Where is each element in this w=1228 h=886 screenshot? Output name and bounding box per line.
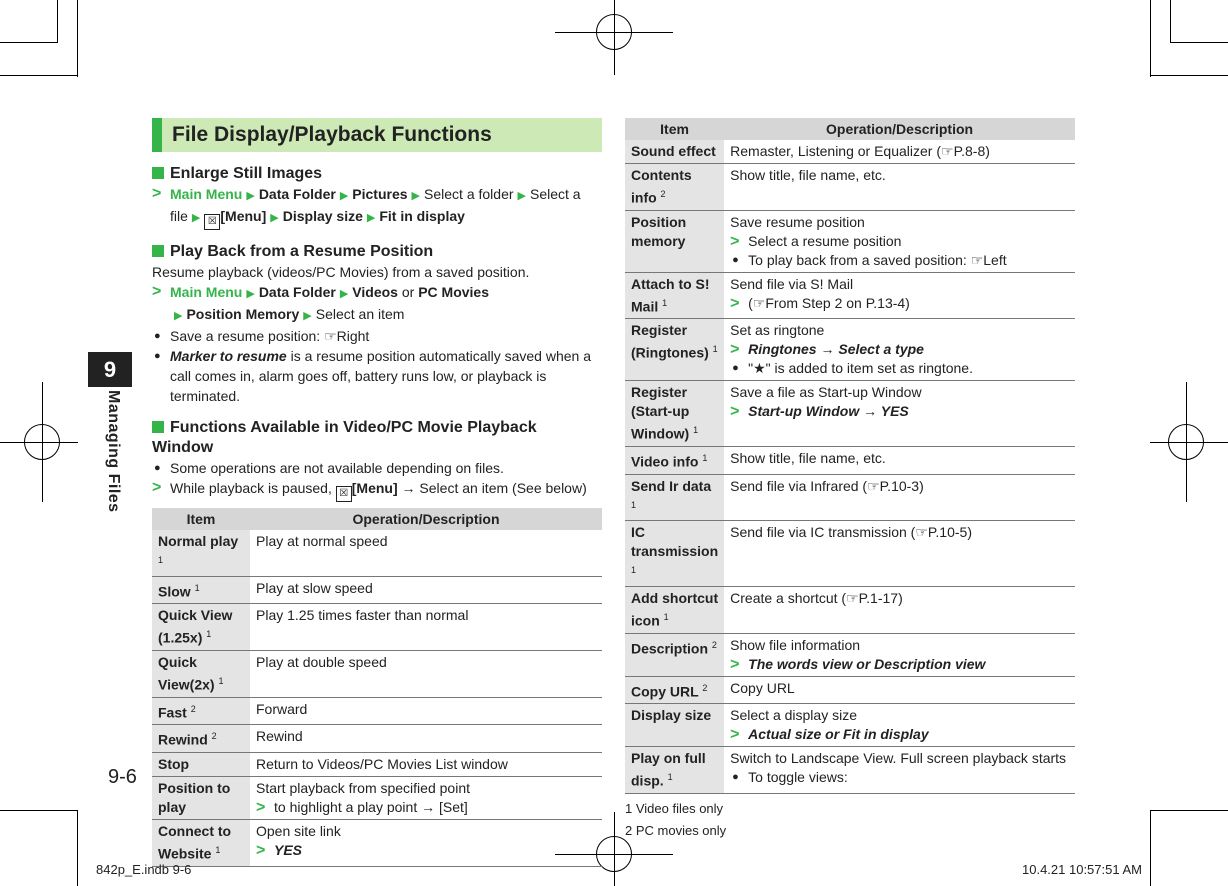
row-sub-step <box>730 294 1069 313</box>
crop-mark <box>0 75 77 76</box>
crop-mark <box>77 0 78 77</box>
row-desc <box>724 210 1075 272</box>
row-item-label: Display size <box>631 707 712 724</box>
section-heading-text: Play Back from a Resume Position <box>170 243 434 260</box>
row-desc <box>724 633 1075 676</box>
page-number: 9-6 <box>108 766 137 788</box>
row-desc-text: Show file information <box>730 636 861 653</box>
nav-main-menu: Main Menu <box>170 284 243 300</box>
row-item <box>152 776 250 819</box>
row-desc-text: Create a shortcut (☞P.1-17) <box>730 589 903 606</box>
table-row <box>152 576 602 604</box>
section-heading-text: Functions Available in Video/PC Movie Playback Window <box>152 419 537 456</box>
nav-fit-in-display: Fit in display <box>379 208 465 224</box>
row-item <box>152 530 250 576</box>
nav-videos: Videos <box>352 284 398 300</box>
step-arrow-icon: > <box>152 185 162 202</box>
bullet-icon: ● <box>154 350 161 362</box>
triangle-icon: ▶ <box>411 190 421 202</box>
row-sub-step <box>730 725 1069 744</box>
nav-data-folder: Data Folder <box>258 284 336 300</box>
row-item-label: Quick View(2x) <box>158 653 215 693</box>
row-item-label: Slow <box>158 583 191 600</box>
step-text: Select a folder <box>424 186 514 202</box>
step-arrow-icon: > <box>152 283 162 300</box>
row-item-label: Description <box>631 640 709 657</box>
bullet-text: is a resume position automatically saved when a call comes in, alarm goes off, battery runs low, or playback is terminated. <box>170 348 591 404</box>
row-desc <box>250 604 602 651</box>
table-row <box>625 381 1075 447</box>
sub-step-text: The words view or Description view <box>748 655 986 672</box>
row-item <box>625 704 724 747</box>
row-item <box>625 474 724 521</box>
page-title: File Display/Playback Functions <box>152 118 602 152</box>
table-row <box>152 604 602 651</box>
row-item-label: Attach to S! Mail <box>631 275 710 315</box>
table-header-row <box>625 118 1075 140</box>
footnote-2: 2 PC movies only <box>625 822 727 838</box>
row-item <box>152 819 250 866</box>
row-item <box>152 752 250 776</box>
section-heading-functions <box>152 418 602 458</box>
table-row <box>152 650 602 697</box>
registration-line <box>1186 382 1187 502</box>
row-desc <box>724 164 1075 211</box>
row-desc <box>724 747 1075 794</box>
triangle-icon: ▶ <box>366 212 376 224</box>
row-desc <box>724 272 1075 319</box>
footnote-ref: 1 <box>206 629 212 640</box>
nav-pictures: Pictures <box>352 186 408 202</box>
row-item-label: Fast <box>158 704 187 721</box>
table-header-row <box>152 508 602 530</box>
row-item <box>625 319 724 381</box>
row-item <box>625 446 724 474</box>
bullet-text: To play back from a saved position: ☞Left <box>748 251 1007 268</box>
chapter-label: Managing Files <box>105 390 122 513</box>
header-desc: Operation/Description <box>724 118 1075 140</box>
crop-mark <box>1150 810 1151 886</box>
row-item <box>625 747 724 794</box>
row-sub-step <box>730 232 1069 251</box>
row-desc <box>724 676 1075 704</box>
row-desc <box>724 446 1075 474</box>
row-item <box>625 676 724 704</box>
row-desc-text: Copy URL <box>730 679 795 696</box>
crop-mark <box>1170 42 1228 43</box>
step-text: Select a file <box>170 186 581 224</box>
row-desc-text: Show title, file name, etc. <box>730 449 886 466</box>
bullet-text: Some operations are not available depending on files. <box>170 460 504 476</box>
step-text: Select an item <box>315 306 405 322</box>
row-item <box>625 164 724 211</box>
header-item: Item <box>625 118 724 140</box>
sub-step-text: (☞From Step 2 on P.13-4) <box>748 294 910 311</box>
slug-right: 10.4.21 10:57:51 AM <box>1022 862 1142 877</box>
triangle-icon: ▶ <box>174 310 183 322</box>
row-item <box>625 633 724 676</box>
row-desc-text: Send file via Infrared (☞P.10-3) <box>730 477 924 494</box>
functions-table-right <box>625 118 1075 794</box>
nav-pc-movies: PC Movies <box>418 284 489 300</box>
row-desc-text: Save resume position <box>730 213 865 230</box>
footnote-ref: 1 <box>215 844 221 855</box>
crop-mark <box>1170 0 1171 42</box>
table-row <box>152 697 602 725</box>
menu-key-label: [Menu] <box>351 480 398 496</box>
step-arrow-icon: > <box>256 798 266 816</box>
step-arrow-icon: > <box>730 294 740 312</box>
footnote-ref: 1 <box>693 425 699 436</box>
nav-data-folder: Data Folder <box>258 186 336 202</box>
row-item-label: Connect to Website <box>158 822 232 862</box>
footnote-ref: 2 <box>711 639 717 650</box>
step-resume <box>152 282 602 326</box>
bullet-icon: ● <box>154 330 161 342</box>
row-desc-text: Return to Videos/PC Movies List window <box>256 755 508 772</box>
row-item <box>152 697 250 725</box>
row-sub-step <box>730 402 1069 421</box>
row-item-label: Contents info <box>631 167 692 206</box>
row-desc <box>724 586 1075 633</box>
row-item <box>625 586 724 633</box>
row-sub-step <box>730 340 1069 359</box>
row-item <box>625 521 724 587</box>
row-item <box>625 210 724 272</box>
table-row <box>152 752 602 776</box>
footnote-ref: 1 <box>194 582 200 593</box>
row-desc-text: Switch to Landscape View. Full screen playback starts <box>730 750 1067 767</box>
sub-step-text: Select a resume position <box>748 232 902 249</box>
menu-key-icon: ☒ <box>204 214 220 230</box>
triangle-icon: ▶ <box>303 310 312 322</box>
step-text: or <box>401 284 415 300</box>
table-row <box>625 140 1075 164</box>
row-desc <box>724 521 1075 587</box>
square-icon <box>152 167 164 179</box>
step-arrow-icon: > <box>730 232 740 250</box>
row-sub-step <box>730 655 1069 674</box>
registration-line <box>0 442 78 443</box>
triangle-icon: ▶ <box>517 190 526 202</box>
step-arrow-icon: > <box>730 341 740 359</box>
row-item <box>152 604 250 651</box>
row-desc-text: Play at slow speed <box>256 579 373 596</box>
row-sub-step <box>256 841 596 860</box>
row-desc <box>250 819 602 866</box>
footnote-ref: 1 <box>218 675 224 686</box>
row-desc <box>250 725 602 753</box>
row-item-label: Add shortcut icon <box>631 589 719 629</box>
row-desc <box>724 381 1075 447</box>
row-item-label: Register (Ringtones) <box>631 322 709 361</box>
bullet-text: To toggle views: <box>748 769 848 786</box>
footnote-ref: 2 <box>190 703 196 714</box>
bullet <box>152 346 602 406</box>
section-heading-text: Enlarge Still Images <box>170 165 323 182</box>
footnote-ref: 2 <box>660 189 666 199</box>
row-desc-text: Select a display size <box>730 707 857 724</box>
table-row <box>152 725 602 753</box>
row-bullet <box>730 251 1069 270</box>
nav-main-menu: Main Menu <box>170 186 243 202</box>
sub-step-text: YES <box>274 841 303 858</box>
table-row <box>152 819 602 866</box>
triangle-icon: ▶ <box>339 288 349 300</box>
step-text: → Select an item (See below) <box>397 480 587 496</box>
row-item <box>625 140 724 164</box>
footnote-ref: 1 <box>158 555 164 565</box>
row-item-label: Quick View (1.25x) <box>158 607 233 646</box>
table-row <box>625 704 1075 747</box>
left-column <box>152 118 602 867</box>
row-item-label: Rewind <box>158 731 208 748</box>
step-arrow-icon: > <box>256 841 266 859</box>
footnote-1: 1 Video files only <box>625 800 724 816</box>
footnote-ref: 1 <box>662 297 668 308</box>
table-row <box>625 446 1075 474</box>
footnote-ref: 1 <box>631 499 637 510</box>
square-icon <box>152 421 164 433</box>
row-desc <box>250 697 602 725</box>
row-bullet <box>730 768 1069 787</box>
crop-mark <box>1150 810 1228 811</box>
registration-line <box>614 0 615 75</box>
functions-table-left <box>152 508 602 867</box>
row-desc-text: Play at double speed <box>256 653 387 670</box>
row-desc <box>250 650 602 697</box>
row-desc <box>250 576 602 604</box>
row-item-label: Normal play <box>158 533 239 549</box>
bullet-text: "★" is added to item set as ringtone. <box>748 360 973 377</box>
crop-mark <box>1150 75 1228 76</box>
bullet-icon: ● <box>732 362 739 375</box>
section-heading-enlarge <box>152 164 602 184</box>
header-desc: Operation/Description <box>250 508 602 530</box>
table-row <box>625 319 1075 381</box>
footnote-ref: 1 <box>702 452 708 463</box>
sub-step-text: to highlight a play point → [Set] <box>274 798 468 815</box>
step-arrow-icon: > <box>730 403 740 421</box>
footnote-ref: 1 <box>631 565 637 576</box>
bullet <box>152 326 602 346</box>
table-row <box>625 521 1075 587</box>
right-column <box>625 118 1075 842</box>
footnote-ref: 1 <box>667 772 673 783</box>
row-bullet <box>730 359 1069 378</box>
row-item-label: Send Ir data <box>631 477 712 494</box>
row-desc-text: Forward <box>256 700 308 717</box>
row-desc-text: Play at normal speed <box>256 533 388 549</box>
row-desc-text: Rewind <box>256 728 303 745</box>
row-item-label: IC transmission <box>631 524 719 560</box>
crop-mark <box>0 810 77 811</box>
registration-line <box>614 812 615 886</box>
table-row <box>625 164 1075 211</box>
sub-step-text: Ringtones → Select a type <box>748 341 924 358</box>
footnote-ref: 2 <box>211 731 217 742</box>
menu-key-label: [Menu] <box>220 208 267 224</box>
step-arrow-icon: > <box>730 726 740 744</box>
registration-line <box>42 382 43 502</box>
triangle-icon: ▶ <box>191 212 201 224</box>
bullet-icon: ● <box>154 462 161 474</box>
bullet-icon: ● <box>732 253 739 266</box>
step-enlarge <box>152 184 602 230</box>
row-desc <box>724 474 1075 521</box>
nav-display-size: Display size <box>282 208 363 224</box>
row-desc <box>724 140 1075 164</box>
table-row <box>625 747 1075 794</box>
row-item-label: Play on full disp. <box>631 750 706 789</box>
row-item <box>625 272 724 319</box>
row-item <box>152 650 250 697</box>
footnote-ref: 1 <box>663 611 669 622</box>
triangle-icon: ▶ <box>339 190 349 202</box>
step-arrow-icon: > <box>152 479 162 496</box>
row-item-label: Video info <box>631 453 699 470</box>
square-icon <box>152 245 164 257</box>
triangle-icon: ▶ <box>246 190 255 202</box>
table-row <box>625 210 1075 272</box>
table-row <box>152 530 602 576</box>
row-item-label: Stop <box>158 755 190 772</box>
header-item: Item <box>152 508 250 530</box>
section-heading-resume <box>152 242 602 262</box>
row-item <box>152 576 250 604</box>
row-item-label: Position memory <box>631 213 687 249</box>
step-arrow-icon: > <box>730 655 740 673</box>
row-item-label: Copy URL <box>631 683 699 700</box>
row-desc <box>724 704 1075 747</box>
step-text: While playback is paused, <box>170 480 336 496</box>
table-row <box>625 676 1075 704</box>
sub-step-text: Actual size or Fit in display <box>748 726 929 743</box>
registration-line <box>1150 442 1228 443</box>
row-desc <box>724 319 1075 381</box>
table-row <box>625 586 1075 633</box>
bullet-text: Save a resume position: ☞Right <box>170 328 370 344</box>
row-item <box>625 381 724 447</box>
bullet-icon: ● <box>732 771 739 784</box>
row-desc-text: Open site link <box>256 822 341 839</box>
row-desc-text: Start playback from specified point <box>256 779 470 796</box>
crop-mark <box>57 0 58 42</box>
chapter-tab: 9 <box>88 352 132 387</box>
triangle-icon: ▶ <box>246 288 255 300</box>
crop-mark <box>77 810 78 886</box>
row-desc <box>250 752 602 776</box>
row-desc-text: Play 1.25 times faster than normal <box>256 607 469 624</box>
table-row <box>625 474 1075 521</box>
menu-key-icon: ☒ <box>336 486 352 502</box>
triangle-icon: ▶ <box>270 212 279 224</box>
footnote-ref: 2 <box>702 682 708 693</box>
sub-step-text: Start-up Window → YES <box>748 403 909 420</box>
row-desc <box>250 530 602 576</box>
footnote-ref: 1 <box>712 344 718 355</box>
row-desc <box>250 776 602 819</box>
bullet <box>152 458 602 478</box>
nav-position-memory: Position Memory <box>186 306 300 322</box>
crop-mark <box>0 42 58 43</box>
slug-left: 842p_E.indb 9-6 <box>96 862 192 877</box>
row-desc-text: Send file via S! Mail <box>730 275 854 292</box>
row-desc-text: Remaster, Listening or Equalizer (☞P.8-8) <box>730 143 990 159</box>
table-row <box>625 633 1075 676</box>
crop-mark <box>1150 0 1151 77</box>
row-desc-text: Show title, file name, etc. <box>730 167 886 183</box>
row-item-label: Sound effect <box>631 143 716 159</box>
bullet-emphasis: Marker to resume <box>170 348 287 364</box>
step-functions <box>152 478 602 502</box>
row-desc-text: Save a file as Start-up Window <box>730 384 922 401</box>
table-row <box>625 272 1075 319</box>
row-desc-text: Send file via IC transmission (☞P.10-5) <box>730 524 972 541</box>
table-row <box>152 776 602 819</box>
row-item-label: Register (Start-up Window) <box>631 384 690 442</box>
resume-description: Resume playback (videos/PC Movies) from a saved position. <box>152 264 530 280</box>
row-item-label: Position to play <box>158 779 231 815</box>
row-item <box>152 725 250 753</box>
row-sub-step <box>256 798 596 817</box>
row-desc-text: Set as ringtone <box>730 322 825 339</box>
